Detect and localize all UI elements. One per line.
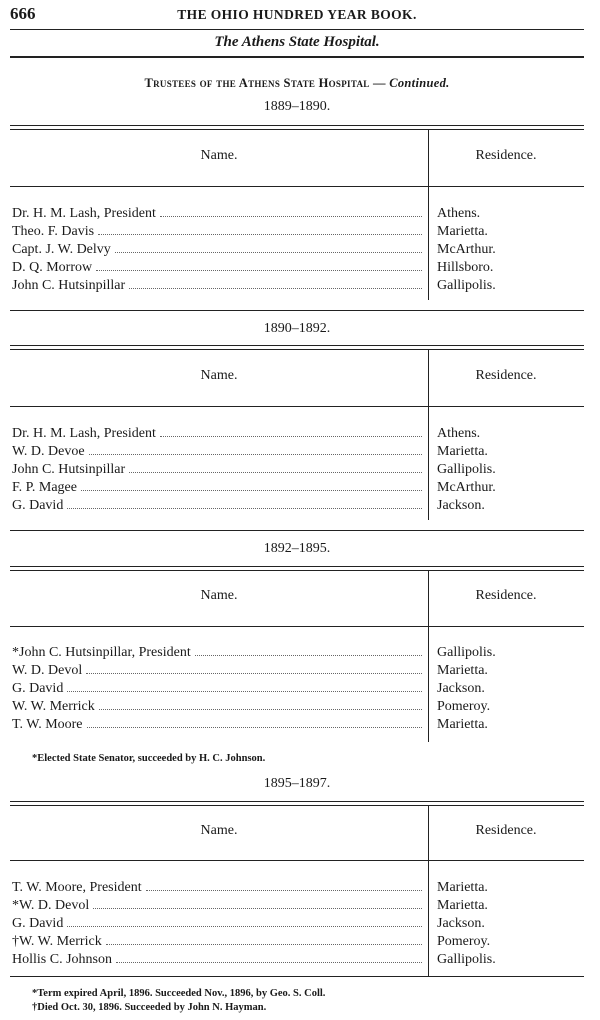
trustee-name: Capt. J. W. Delvy (12, 242, 111, 257)
trustee-residence: Marietta. (437, 663, 488, 678)
table-top-rule (10, 805, 584, 806)
table-bottom-rule (10, 530, 584, 531)
table-row (10, 277, 584, 295)
trustees-table (10, 566, 584, 742)
dot-leader (87, 727, 422, 728)
section-heading: The Athens State Hospital. (214, 34, 380, 50)
footnote: †Died Oct. 30, 1896. Succeeded by John N. Hayman. (32, 1002, 267, 1013)
trustees-table (10, 125, 584, 311)
trustee-residence: McArthur. (437, 242, 496, 257)
trustee-name: F. P. Magee (12, 480, 77, 495)
table-row (10, 897, 584, 915)
dot-leader (86, 673, 422, 674)
trustees-table (10, 801, 584, 977)
trustee-name: John C. Hutsinpillar (12, 278, 126, 293)
dot-leader (129, 288, 422, 289)
trustee-name: T. W. Moore, President (12, 880, 142, 895)
trustee-residence: Marietta. (437, 224, 488, 239)
trustee-residence: Hillsboro. (437, 260, 494, 275)
trustee-name: G. David (12, 916, 64, 931)
running-head (10, 4, 584, 26)
trustee-residence: Marietta. (437, 898, 488, 913)
table-row (10, 680, 584, 698)
table-row (10, 698, 584, 716)
table-row (10, 915, 584, 933)
page-number: 666 (10, 4, 36, 23)
trustee-name: W. W. Merrick (12, 699, 95, 714)
footnote: *Elected State Senator, succeeded by H. C. Johnson. (32, 753, 266, 764)
trustees-table (10, 345, 584, 531)
trustee-residence: Marietta. (437, 444, 488, 459)
table-row (10, 716, 584, 734)
column-header-residence: Residence. (475, 588, 537, 603)
dot-leader (195, 655, 422, 656)
table-heading (10, 76, 584, 91)
trustee-name: W. D. Devol (12, 663, 83, 678)
trustee-name: D. Q. Morrow (12, 260, 93, 275)
trustee-name: Theo. F. Davis (12, 224, 95, 239)
header-divider (10, 860, 584, 861)
trustee-name: T. W. Moore (12, 717, 83, 732)
trustee-residence: Pomeroy. (437, 934, 491, 949)
dot-leader (99, 709, 422, 710)
table-row (10, 479, 584, 497)
period-title: 1890–1892. (263, 321, 331, 336)
table-row (10, 879, 584, 897)
trustee-name: Hollis C. Johnson (12, 952, 112, 967)
table-top-rule (10, 801, 584, 802)
table-top-rule (10, 129, 584, 130)
trustee-residence: Jackson. (437, 916, 485, 931)
dot-leader (93, 908, 422, 909)
table-heading-main: Trustees of the Athens State Hospital (144, 76, 370, 90)
table-heading-continued: Continued. (389, 76, 450, 90)
footnote: *Term expired April, 1896. Succeeded Nov., 1896, by Geo. S. Coll. (32, 988, 326, 999)
trustee-residence: Pomeroy. (437, 699, 491, 714)
trustee-residence: Athens. (437, 426, 481, 441)
trustee-residence: Gallipolis. (437, 645, 496, 660)
dot-leader (160, 216, 422, 217)
column-header-residence: Residence. (475, 368, 537, 383)
table-row (10, 497, 584, 515)
trustee-name: *John C. Hutsinpillar, President (12, 645, 191, 660)
trustee-name: Dr. H. M. Lash, President (12, 206, 156, 221)
table-heading-dash: — (369, 76, 390, 90)
header-divider (10, 186, 584, 187)
table-row (10, 425, 584, 443)
dot-leader (129, 472, 422, 473)
table-top-rule (10, 345, 584, 346)
table-top-rule (10, 125, 584, 126)
trustee-name: †W. W. Merrick (12, 934, 102, 949)
table-row (10, 933, 584, 951)
table-row (10, 205, 584, 223)
dot-leader (67, 926, 422, 927)
table-row (10, 443, 584, 461)
trustee-name: W. D. Devoe (12, 444, 85, 459)
dot-leader (115, 252, 422, 253)
trustee-residence: Gallipolis. (437, 952, 496, 967)
trustee-name: Dr. H. M. Lash, President (12, 426, 156, 441)
trustee-residence: Athens. (437, 206, 481, 221)
section-rule (10, 56, 584, 58)
column-header-name: Name. (200, 368, 238, 383)
trustee-residence: McArthur. (437, 480, 496, 495)
dot-leader (67, 691, 422, 692)
column-header-residence: Residence. (475, 823, 537, 838)
book-title: THE OHIO HUNDRED YEAR BOOK. (177, 7, 417, 22)
table-bottom-rule (10, 976, 584, 977)
column-header-name: Name. (200, 148, 238, 163)
table-top-rule (10, 566, 584, 567)
dot-leader (116, 962, 422, 963)
trustee-residence: Jackson. (437, 681, 485, 696)
header-rule (10, 29, 584, 30)
trustee-residence: Marietta. (437, 717, 488, 732)
trustee-name: G. David (12, 498, 64, 513)
table-row (10, 644, 584, 662)
dot-leader (67, 508, 422, 509)
table-top-rule (10, 349, 584, 350)
table-top-rule (10, 570, 584, 571)
period-title: 1895–1897. (263, 776, 331, 791)
header-divider (10, 406, 584, 407)
trustee-name: *W. D. Devol (12, 898, 90, 913)
table-bottom-rule (10, 310, 584, 311)
table-row (10, 461, 584, 479)
column-header-residence: Residence. (475, 148, 537, 163)
table-row (10, 259, 584, 277)
dot-leader (146, 890, 422, 891)
column-header-name: Name. (200, 588, 238, 603)
dot-leader (160, 436, 422, 437)
dot-leader (89, 454, 422, 455)
period-title: 1892–1895. (263, 541, 331, 556)
header-divider (10, 626, 584, 627)
dot-leader (81, 490, 422, 491)
trustee-name: G. David (12, 681, 64, 696)
book-page (10, 0, 584, 1020)
table-row (10, 241, 584, 259)
trustee-name: John C. Hutsinpillar (12, 462, 126, 477)
dot-leader (106, 944, 422, 945)
trustee-residence: Jackson. (437, 498, 485, 513)
dot-leader (96, 270, 422, 271)
period-title: 1889–1890. (263, 99, 331, 114)
trustee-residence: Gallipolis. (437, 278, 496, 293)
trustee-residence: Marietta. (437, 880, 488, 895)
dot-leader (98, 234, 422, 235)
trustee-residence: Gallipolis. (437, 462, 496, 477)
table-row (10, 662, 584, 680)
table-row (10, 223, 584, 241)
column-header-name: Name. (200, 823, 238, 838)
table-row (10, 951, 584, 969)
